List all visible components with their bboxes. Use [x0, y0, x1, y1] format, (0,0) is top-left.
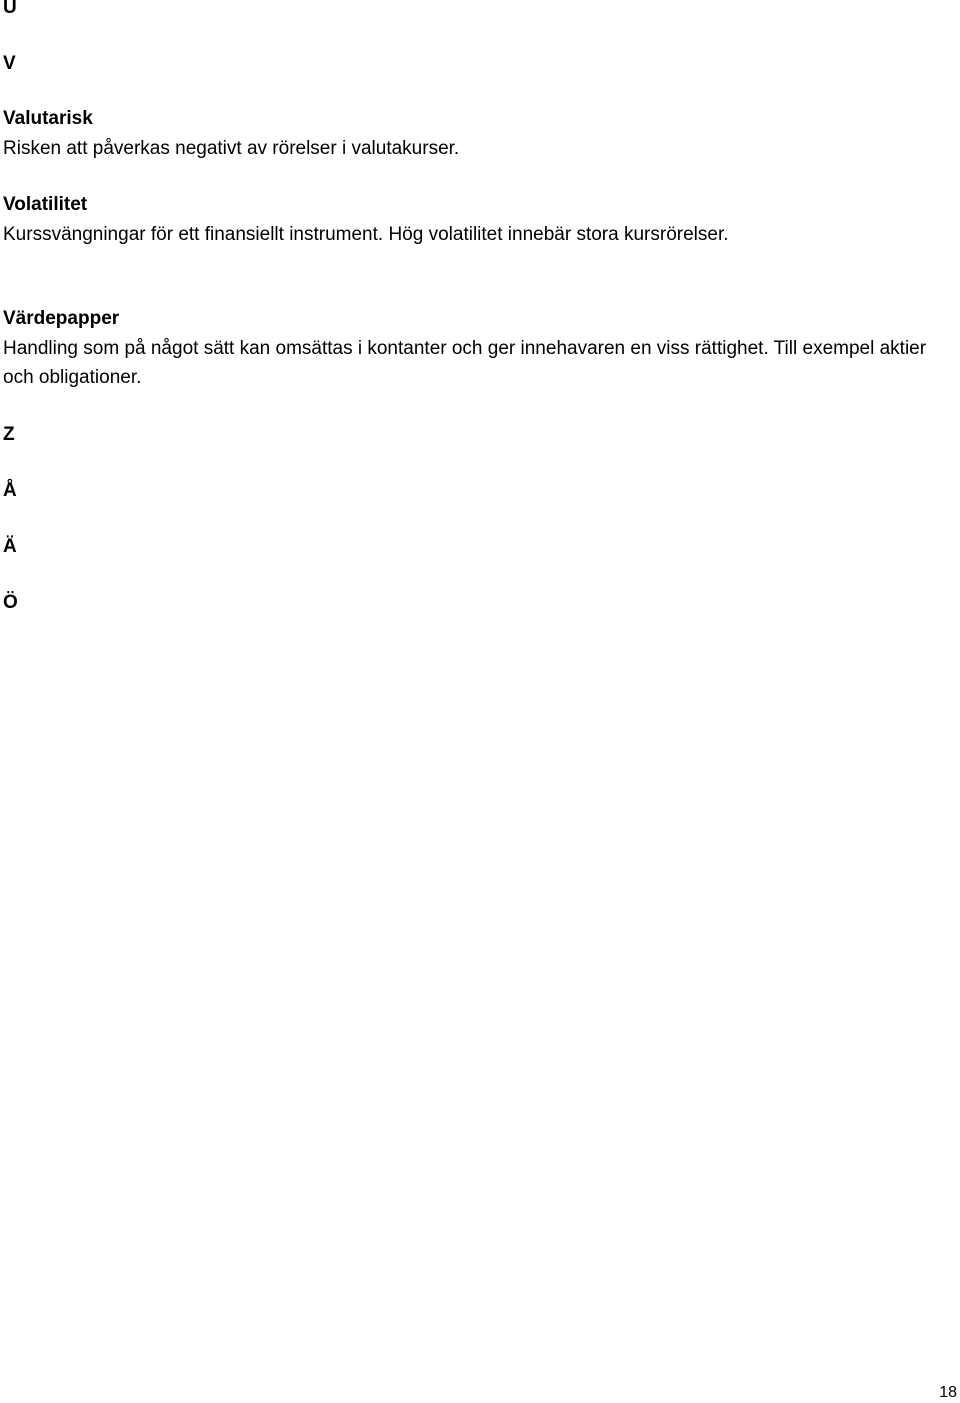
letter-heading-z: Z [3, 424, 15, 445]
glossary-term: Värdepapper [3, 308, 120, 329]
letter-heading-o-umlaut: Ö [3, 592, 18, 613]
glossary-entry-valutarisk [3, 104, 953, 163]
glossary-definition: Kurssvängningar för ett finansiellt instrument. Hög volatilitet innebär stora kursrörelser. [3, 224, 729, 245]
glossary-definition: Risken att påverkas negativt av rörelser i valutakurser. [3, 138, 460, 159]
glossary-term: Valutarisk [3, 108, 93, 129]
letter-heading-a-ring: Å [3, 480, 17, 501]
letter-heading-a-umlaut: Ä [3, 536, 17, 557]
glossary-definition: Handling som på något sätt kan omsättas i kontanter och ger innehavaren en viss rättighet. Till exempel aktier och obligationer. [3, 338, 927, 388]
glossary-entry-volatilitet [3, 190, 953, 249]
letter-heading-v: V [3, 53, 16, 74]
glossary-entry-vardepapper [3, 304, 953, 392]
page-number: 18 [939, 1384, 957, 1401]
letter-heading-u: U [3, 0, 17, 18]
glossary-term: Volatilitet [3, 194, 88, 215]
